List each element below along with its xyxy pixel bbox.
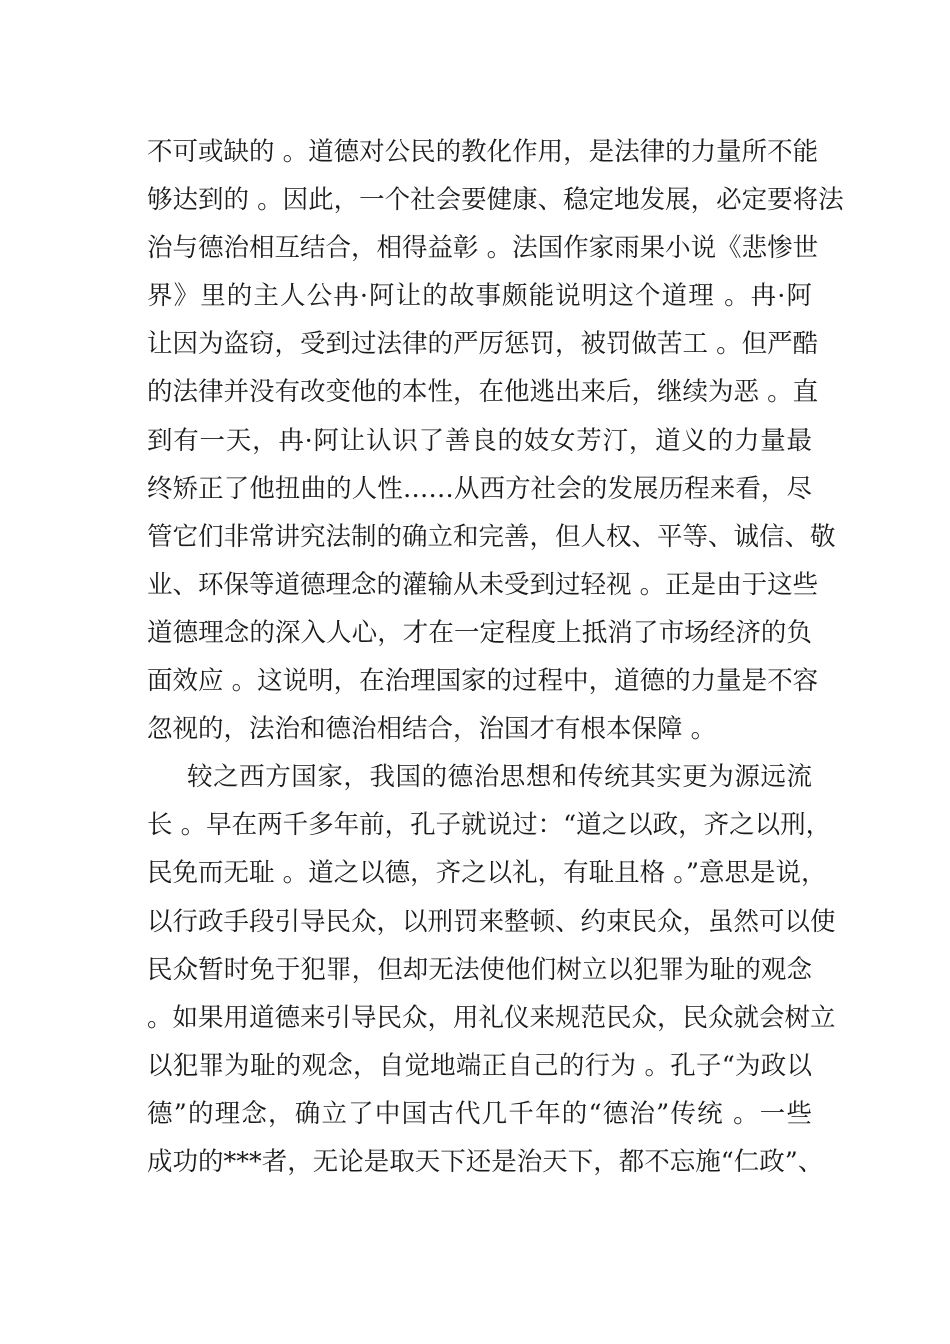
text-line: 以犯罪为耻的观念，自觉地端正自己的行为 。孔子“为政以: [147, 1050, 812, 1081]
text-line: 长 。早在两千多年前，孔子就说过：“道之以政，齐之以刑，: [147, 810, 832, 841]
text-line: 终矫正了他扭曲的人性……从西方社会的发展历程来看，尽: [147, 473, 812, 504]
text-line: 让因为盗窃，受到过法律的严厉惩罚，被罚做苦工 。但严酷: [147, 329, 819, 360]
text-line: 较之西方国家，我国的德治思想和传统其实更为源远流: [187, 762, 812, 793]
text-line: 成功的***者，无论是取天下还是治天下，都不忘施“仁政”、: [147, 1146, 824, 1177]
text-line: 到有一天，冉·阿让认识了善良的妓女芳汀，道义的力量最: [147, 425, 812, 456]
text-line: 民众暂时免于犯罪，但却无法使他们树立以犯罪为耻的观念: [147, 954, 812, 985]
text-line: 道德理念的深入人心，才在一定程度上抵消了市场经济的负: [147, 617, 812, 648]
text-line: 管它们非常讲究法制的确立和完善，但人权、平等、诚信、敬: [147, 521, 836, 552]
text-line: 业、环保等道德理念的灌输从未受到过轻视 。正是由于这些: [147, 569, 819, 600]
paragraph-1: [147, 128, 844, 753]
text-line: 民免而无耻 。道之以德，齐之以礼，有耻且格 。”意思是说，: [147, 858, 827, 889]
document-body: [147, 128, 844, 1186]
text-line: 够达到的 。因此，一个社会要健康、稳定地发展，必定要将法: [147, 185, 844, 216]
text-line: 不可或缺的 。道德对公民的教化作用，是法律的力量所不能: [147, 137, 819, 167]
text-line: 。如果用道德来引导民众，用礼仪来规范民众，民众就会树立: [147, 1002, 836, 1033]
text-line: 界》里的主人公冉·阿让的故事颇能说明这个道理 。冉·阿: [147, 281, 812, 312]
text-line: 以行政手段引导民众，以刑罚来整顿、约束民众，虽然可以使: [147, 906, 836, 937]
text-line: 德”的理念，确立了中国古代几千年的“德治”传统 。一些: [147, 1098, 812, 1129]
text-line: 的法律并没有改变他的本性，在他逃出来后，继续为恶 。直: [147, 377, 819, 408]
text-line: 面效应 。这说明，在治理国家的过程中，道德的力量是不容: [147, 666, 819, 697]
text-line: 治与德治相互结合，相得益彰 。法国作家雨果小说《悲惨世: [147, 233, 819, 264]
paragraph-2: [147, 753, 836, 1186]
text-line: 忽视的，法治和德治相结合，治国才有根本保障 。: [147, 714, 717, 745]
